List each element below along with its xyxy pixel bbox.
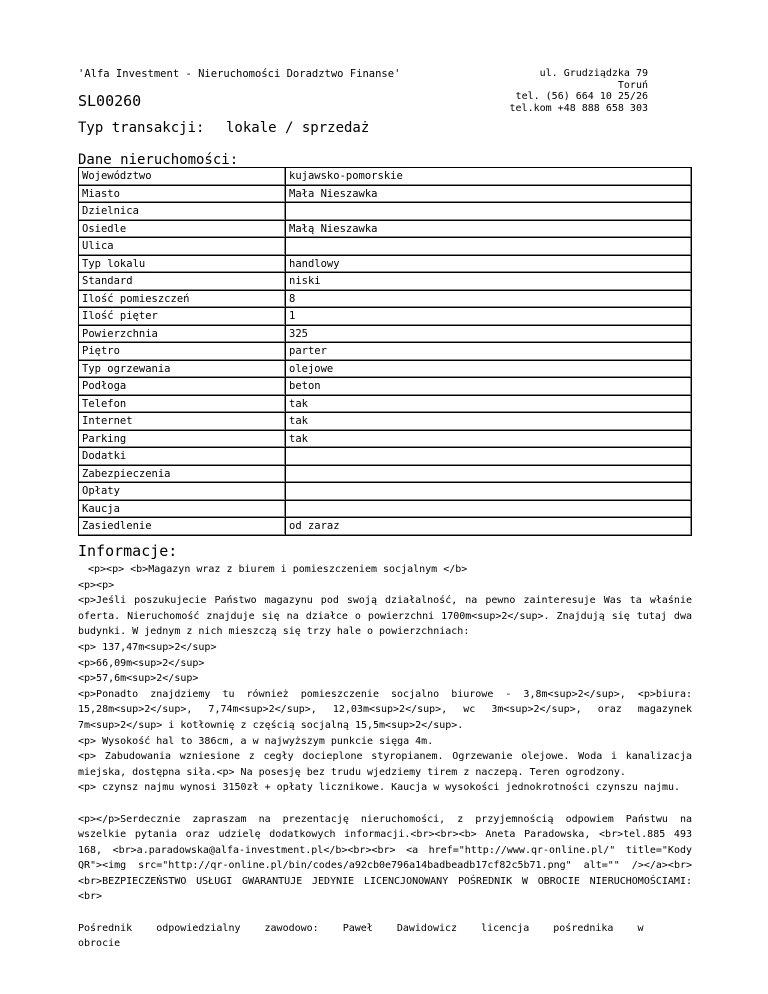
info-paragraph: <p> Wysokość hal to 386cm, a w najwyższym punkcie sięga 4m. [78, 735, 434, 747]
info-section-title: Informacje: [78, 542, 178, 560]
row-value [286, 203, 692, 221]
row-label: Miasto [79, 185, 286, 203]
row-value: kujawsko-pomorskie [286, 168, 692, 186]
info-paragraph: <p>Jeśli poszukujecie Państwo magazynu pod swoją działalność, na pewno zainteresuje Was ta właśnie oferta. Nieruchomość znajduje się na działce o powierzchni 1700m<sup>2</sup>. Znajdują się tutaj dwa budynki. W jednym z nich mieszczą się trzy hale o powierzchniach: [78, 595, 699, 638]
offer-code: SL00260 [78, 92, 142, 110]
row-label: Osiedle [79, 220, 286, 238]
address-street: ul. Grudziądzka 79 [539, 68, 648, 79]
table-row [79, 378, 692, 396]
table-row [79, 395, 692, 413]
row-label: Zabezpieczenia [79, 465, 286, 483]
row-label: Parking [79, 430, 286, 448]
property-table [78, 167, 692, 536]
table-row [79, 203, 692, 221]
row-label: Ulica [79, 238, 286, 256]
row-value: tak [286, 430, 692, 448]
table-row [79, 518, 692, 536]
row-label: Internet [79, 413, 286, 431]
table-row [79, 483, 692, 501]
row-value: Małą Nieszawka [286, 220, 692, 238]
row-label: Dzielnica [79, 203, 286, 221]
row-value: handlowy [286, 255, 692, 273]
row-value: tak [286, 395, 692, 413]
row-value [286, 483, 692, 501]
info-paragraph: <p></p>Serdecznie zapraszam na prezentację nieruchomości, z przyjemnością odpowiem Państwu na wszelkie pytania oraz udzielę dodatkowych informacji.<br><br><b> Aneta Paradowska, <br>tel.885 493 168, <br>a.paradowska@alfa-investment.pl</b><br><br> <a href="http://www.qr-online.pl/" title="Kody QR"><img src="http://qr-online.pl/bin/codes/a92cb0e796a14badbeadb17cf82c5b71.png" alt="" /></a><br><br>BEZPIECZEŃSTWO USŁUGI GWARANTUJE JEDYNIE LICENCJONOWANY POŚREDNIK W OBROCIE NIERUCHOMOŚCIAMI: <br> [78, 813, 699, 903]
row-value [286, 465, 692, 483]
row-value: 1 [286, 308, 692, 326]
row-label: Podłoga [79, 378, 286, 396]
row-value: parter [286, 343, 692, 361]
info-paragraph: <p><p> <b>Magazyn wraz z biurem i pomieszczeniem socjalnym </b> [88, 564, 468, 575]
info-paragraph: <p> czynsz najmu wynosi 3150zł + opłaty licznikowe. Kaucja w wysokości jednokrotności czynszu najmu. [78, 782, 681, 794]
row-label: Dodatki [79, 448, 286, 466]
table-row [79, 325, 692, 343]
table-row [79, 308, 692, 326]
row-value [286, 238, 692, 256]
info-paragraph: <p><p> [78, 579, 115, 591]
row-value: beton [286, 378, 692, 396]
table-row [79, 343, 692, 361]
property-section-title: Dane nieruchomości: [78, 152, 239, 168]
row-value: olejowe [286, 360, 692, 378]
row-label: Telefon [79, 395, 286, 413]
transaction-label: Typ transakcji: [78, 120, 205, 136]
table-row [79, 238, 692, 256]
row-label: Kaucja [79, 500, 286, 518]
row-value: 8 [286, 290, 692, 308]
info-paragraph: <p>Ponadto znajdziemy tu również pomieszczenie socjalno biurowe - 3,8m<sup>2</sup>, <p>biura: 15,28m<sup>2</sup>, 7,74m<sup>2</sup>, 12,03m<sup>2</sup>, wc 3m<sup>2</sup>, oraz magazynek 7m<sup>2</sup> i kotłownię z częścią socjalną 15,5m<sup>2</sup>. [78, 688, 699, 731]
table-row [79, 413, 692, 431]
table-row [79, 273, 692, 291]
row-label: Standard [79, 273, 286, 291]
row-value: niski [286, 273, 692, 291]
row-label: Województwo [79, 168, 286, 186]
info-paragraph: <p>57,6m<sup>2</sup> [78, 673, 199, 685]
table-row [79, 360, 692, 378]
row-label: Typ lokalu [79, 255, 286, 273]
table-row [79, 255, 692, 273]
table-row [79, 168, 692, 186]
row-label: Typ ogrzewania [79, 360, 286, 378]
row-value: Mała Nieszawka [286, 185, 692, 203]
transaction-value: lokale / sprzedaż [226, 120, 370, 136]
info-spacer [78, 905, 692, 921]
table-row [79, 290, 692, 308]
row-label: Ilość pomieszczeń [79, 290, 286, 308]
info-paragraph: <p> Zabudowania wzniesione z cegły docieplone styropianem. Ogrzewanie olejowe. Woda i kanalizacja miejska, dostępna siła.<p> Na posesję bez trudu wjedziemy tirem z naczepą. Teren ogrodzony. [78, 751, 699, 778]
company-name: 'Alfa Investment - Nieruchomości Doradztwo Finanse' [78, 68, 401, 80]
address-mobile: tel.kom +48 888 658 303 [509, 102, 648, 114]
row-value [286, 500, 692, 518]
table-row [79, 185, 692, 203]
table-row [79, 500, 692, 518]
address-city: Toruń [617, 79, 648, 91]
table-row [79, 220, 692, 238]
row-label: Opłaty [79, 483, 286, 501]
table-row [79, 430, 692, 448]
row-value: tak [286, 413, 692, 431]
row-label: Piętro [79, 343, 286, 361]
info-paragraph: Pośrednik odpowiedzialny zawodowo: Paweł Dawidowicz licencja pośrednika w obrocie [78, 922, 668, 950]
info-paragraph: <p> 137,47m<sup>2</sup> [78, 641, 217, 653]
table-row [79, 448, 692, 466]
row-label: Powierzchnia [79, 325, 286, 343]
row-value: 325 [286, 325, 692, 343]
row-label: Ilość pięter [79, 308, 286, 326]
row-value [286, 448, 692, 466]
info-spacer [78, 796, 692, 812]
row-value: od zaraz [286, 518, 692, 536]
address-phone: tel. (56) 664 10 25/26 [515, 91, 648, 102]
table-row [79, 465, 692, 483]
info-text [78, 562, 699, 952]
info-paragraph: <p>66,09m<sup>2</sup> [78, 657, 205, 669]
row-label: Zasiedlenie [79, 518, 286, 536]
company-address [510, 68, 648, 114]
